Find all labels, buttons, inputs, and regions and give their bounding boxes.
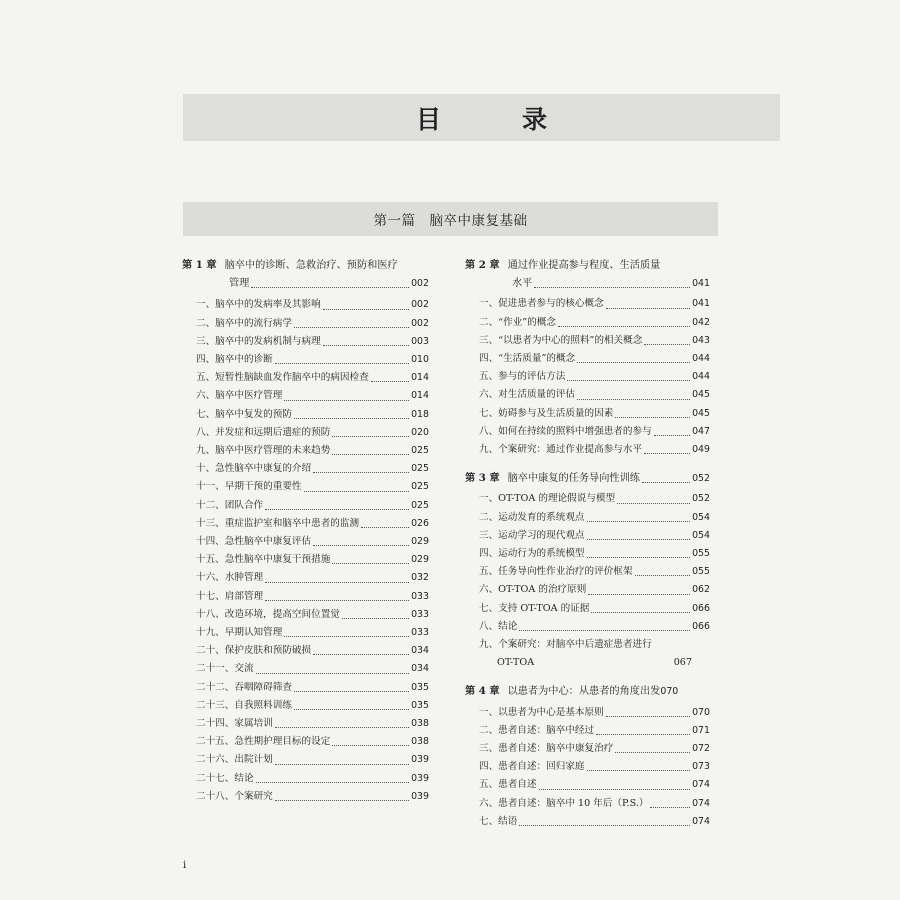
page-ref: 054: [692, 529, 710, 541]
page-ref: 038: [411, 718, 429, 730]
leader-dots: [275, 800, 409, 801]
entry-title: 六、患者自述：脑卒中 10 年后（P.S.）: [479, 797, 649, 809]
leader-dots: [519, 630, 690, 631]
page-ref: 020: [411, 426, 429, 438]
page-ref: 052: [692, 473, 710, 485]
page-ref: 052: [692, 493, 710, 505]
leader-dots: [275, 727, 409, 728]
leader-dots: [313, 472, 409, 473]
leader-dots: [591, 612, 690, 613]
toc-entry: [182, 569, 429, 587]
page-ref: 041: [692, 298, 710, 310]
page-number: i: [183, 860, 187, 871]
toc-entry: [182, 478, 429, 496]
toc-entry: [182, 387, 429, 405]
leader-dots: [617, 503, 690, 504]
toc-entry: [465, 350, 710, 368]
toc-entry: [465, 795, 710, 813]
toc-entry: [465, 332, 710, 350]
toc-entry: [182, 660, 429, 678]
leader-dots: [256, 782, 410, 783]
toc-entry: [182, 642, 429, 660]
toc-entry: [465, 295, 710, 313]
page-ref: 002: [411, 299, 429, 311]
entry-title: 二十四、家属培训: [196, 718, 273, 730]
entry-title: 一、OT-TOA 的理论假说与模型: [479, 493, 616, 505]
toc-entry: [182, 606, 429, 624]
entry-title: 二、“作业”的概念: [479, 316, 556, 328]
entry-title: 十一、早期干预的重要性: [196, 481, 302, 493]
toc-entry: [182, 788, 429, 806]
page-ref: 039: [411, 772, 429, 784]
leader-dots: [519, 825, 690, 826]
toc-entry: [182, 679, 429, 697]
page-ref: 070: [692, 706, 710, 718]
entry-title: 六、对生活质量的评估: [479, 389, 575, 401]
leader-dots: [371, 381, 409, 382]
chapter-2-heading: [465, 256, 710, 293]
toc-entry: [182, 533, 429, 551]
leader-dots: [615, 417, 690, 418]
leader-dots: [284, 400, 409, 401]
toc-entry: [182, 715, 429, 733]
entry-title: 二十七、结论: [196, 772, 254, 784]
entry-title: 二、患者自述：脑卒中经过: [479, 724, 595, 736]
toc-entry: [465, 405, 710, 423]
toc-entry: [182, 406, 429, 424]
toc-entry: [465, 490, 710, 508]
leader-dots: [587, 557, 691, 558]
chapter-3-heading: [465, 469, 710, 488]
leader-dots: [304, 491, 410, 492]
chapter-title: 通过作业提高参与程度、生活质量: [507, 260, 661, 271]
toc-entry: [465, 758, 710, 776]
leader-dots: [313, 654, 409, 655]
toc-entry: [182, 315, 429, 333]
entry-title: 十二、团队合作: [196, 499, 264, 511]
leader-dots: [323, 309, 409, 310]
page-ref: 043: [692, 334, 710, 346]
leader-dots: [587, 521, 691, 522]
page-ref: 014: [411, 390, 429, 402]
chapter-title: 脑卒中康复的任务导向性训练: [507, 473, 640, 485]
toc-entry: [465, 704, 710, 722]
entry-title: 五、参与的评估方法: [479, 371, 566, 383]
leader-dots: [567, 380, 690, 381]
page-ref: 002: [411, 317, 429, 329]
leader-dots: [650, 807, 690, 808]
page-ref: 002: [411, 278, 429, 290]
page-ref: 014: [411, 372, 429, 384]
leader-dots: [251, 287, 409, 288]
toc-entry: [182, 770, 429, 788]
entry-title: 四、运动行为的系统模型: [479, 548, 585, 560]
entry-title: 三、“以患者为中心的照料”的相关概念: [479, 334, 643, 346]
leader-dots: [294, 418, 409, 419]
page-ref: 055: [692, 566, 710, 578]
leader-dots: [635, 575, 691, 576]
toc-entry: [465, 527, 710, 545]
page-ref: 018: [411, 408, 429, 420]
page-ref: 045: [692, 389, 710, 401]
leader-dots: [577, 399, 690, 400]
entry-title: 七、支持 OT-TOA 的证据: [479, 602, 590, 614]
entry-title: 二、运动发育的系统观点: [479, 511, 585, 523]
entry-title: 四、脑卒中的诊断: [196, 354, 273, 366]
leader-dots: [284, 636, 409, 637]
page-ref: 042: [692, 316, 710, 328]
entry-title: 十九、早期认知管理: [196, 627, 283, 639]
entry-title: 九、个案研究：对脑卒中后遗症患者进行: [479, 639, 652, 651]
toc-entry: [182, 751, 429, 769]
page-ref: 029: [411, 554, 429, 566]
toc-entry: [465, 368, 710, 386]
page-ref: 055: [692, 548, 710, 560]
entry-title: 三、患者自述：脑卒中康复治疗: [479, 743, 614, 755]
toc-entry: [465, 563, 710, 581]
leader-dots: [265, 582, 409, 583]
page-ref: 071: [692, 724, 710, 736]
page-ref: 034: [411, 645, 429, 657]
toc-entry: [465, 386, 710, 404]
entry-title: 八、如何在持续的照料中增强患者的参与: [479, 425, 652, 437]
leader-dots: [587, 539, 691, 540]
page-ref: 025: [411, 445, 429, 457]
page-ref: 073: [692, 761, 710, 773]
toc-entry: [182, 333, 429, 351]
page-ref: 025: [411, 499, 429, 511]
toc-entry: [182, 551, 429, 569]
leader-dots: [323, 345, 409, 346]
toc-entry: [182, 624, 429, 642]
chapter-title-cont: 水平: [512, 278, 533, 290]
leader-dots: [342, 618, 409, 619]
entry-title: 十三、重症监护室和脑卒中患者的监测: [196, 517, 360, 529]
leader-dots: [606, 308, 690, 309]
leader-dots: [332, 436, 409, 437]
page-ref: 070: [660, 686, 679, 698]
chapter-title: 以患者为中心：从患者的角度出发: [507, 686, 661, 698]
page-ref: 038: [411, 736, 429, 748]
toc-entry: [182, 697, 429, 715]
entry-title: 五、患者自述: [479, 779, 537, 791]
leader-dots: [596, 734, 690, 735]
page-ref: 054: [692, 511, 710, 523]
toc-entry-cont: [465, 654, 710, 672]
page-ref: 044: [692, 353, 710, 365]
leader-dots: [642, 482, 690, 483]
leader-dots: [588, 594, 690, 595]
leader-dots: [644, 344, 690, 345]
toc-entry: [465, 545, 710, 563]
page-ref: 025: [411, 463, 429, 475]
page-ref: 035: [411, 699, 429, 711]
entry-title: 八、并发症和远期后遗症的预防: [196, 426, 331, 438]
toc-entry: [182, 497, 429, 515]
page-ref: 041: [692, 278, 710, 290]
entry-title: 十四、急性脑卒中康复评估: [196, 536, 312, 548]
toc-entry: [182, 424, 429, 442]
page-ref: 062: [692, 584, 710, 596]
chapter-1-heading: [182, 256, 429, 293]
entry-title: 二十六、出院计划: [196, 754, 273, 766]
entry-title: 一、促进患者参与的核心概念: [479, 298, 604, 310]
toc-entry: [182, 369, 429, 387]
toc-right-column: [465, 256, 710, 831]
chapter-number: 第 3 章: [465, 472, 500, 485]
toc-entry: [465, 740, 710, 758]
page-ref: 074: [692, 797, 710, 809]
entry-title: 五、任务导向性作业治疗的评价框架: [479, 566, 633, 578]
leader-dots: [558, 326, 690, 327]
chapter-number: 第 4 章: [465, 685, 500, 698]
toc-entry: [465, 423, 710, 441]
page-ref: 039: [411, 754, 429, 766]
entry-title: 二、脑卒中的流行病学: [196, 317, 292, 329]
toc-entry: [465, 776, 710, 794]
leader-dots: [265, 509, 409, 510]
leader-dots: [294, 709, 409, 710]
page-ref: 049: [692, 444, 710, 456]
page-ref: 033: [411, 627, 429, 639]
toc-left-column: [182, 256, 429, 806]
toc-entry: [182, 733, 429, 751]
toc-title: 目 录: [415, 104, 575, 134]
leader-dots: [644, 453, 690, 454]
chapter-number: 第 1 章: [182, 259, 217, 271]
entry-title: 三、脑卒中的发病机制与病理: [196, 335, 321, 347]
page-ref: 066: [692, 620, 710, 632]
chapter-title: 脑卒中的诊断、急救治疗、预防和医疗: [224, 260, 398, 271]
page-ref: 033: [411, 590, 429, 602]
entry-title: 三、运动学习的现代观点: [479, 529, 585, 541]
chapter-number: 第 2 章: [465, 259, 500, 271]
page-ref: 072: [692, 743, 710, 755]
leader-dots: [332, 454, 409, 455]
toc-entry: [465, 581, 710, 599]
entry-title-cont: OT-TOA: [497, 657, 535, 669]
leader-dots: [539, 789, 691, 790]
page-ref: 039: [411, 790, 429, 802]
toc-entry: [182, 588, 429, 606]
toc-entry: [465, 722, 710, 740]
entry-title: 二十五、急性期护理目标的设定: [196, 736, 331, 748]
page-ref: 033: [411, 608, 429, 620]
page-ref: 047: [692, 425, 710, 437]
leader-dots: [654, 435, 690, 436]
page-ref: 067: [673, 657, 692, 669]
page-ref: 003: [411, 335, 429, 347]
toc-entry: [465, 636, 710, 654]
entry-title: 二十、保护皮肤和预防破损: [196, 645, 312, 657]
page-ref: 032: [411, 572, 429, 584]
leader-dots: [606, 716, 690, 717]
entry-title: 十、急性脑卒中康复的介绍: [196, 463, 312, 475]
page-ref: 010: [411, 354, 429, 366]
entry-title: 六、OT-TOA 的治疗原则: [479, 584, 587, 596]
toc-entry: [182, 515, 429, 533]
entry-title: 二十一、交流: [196, 663, 254, 675]
entry-title: 二十二、吞咽障碍筛查: [196, 681, 292, 693]
entry-title: 十八、改造环境，提高空间位置觉: [196, 608, 340, 620]
toc-entry: [182, 460, 429, 478]
leader-dots: [332, 745, 409, 746]
page-ref: 035: [411, 681, 429, 693]
leader-dots: [615, 752, 690, 753]
toc-entry: [465, 314, 710, 332]
entry-title: 九、脑卒中医疗管理的未来趋势: [196, 445, 331, 457]
entry-title: 二十三、自我照料训练: [196, 699, 292, 711]
leader-dots: [361, 527, 409, 528]
part-heading: 第一篇 脑卒中康复基础: [373, 213, 528, 229]
entry-title: 二十八、个案研究: [196, 790, 273, 802]
chapter-title-cont: 管理: [229, 278, 250, 290]
toc-entry: [182, 442, 429, 460]
entry-title: 十七、肩部管理: [196, 590, 264, 602]
leader-dots: [332, 563, 409, 564]
page-ref: 029: [411, 536, 429, 548]
leader-dots: [294, 691, 409, 692]
toc-entry: [465, 813, 710, 831]
entry-title: 一、以患者为中心是基本原则: [479, 706, 604, 718]
toc-entry: [182, 351, 429, 369]
leader-dots: [256, 673, 410, 674]
entry-title: 八、结论: [479, 620, 518, 632]
entry-title: 四、“生活质量”的概念: [479, 353, 576, 365]
page-ref: 045: [692, 407, 710, 419]
toc-title-band: [183, 94, 780, 141]
page-ref: 066: [692, 602, 710, 614]
toc-entry: [465, 618, 710, 636]
page-ref: 026: [411, 517, 429, 529]
entry-title: 七、妨碍参与及生活质量的因素: [479, 407, 614, 419]
entry-title: 九、个案研究：通过作业提高参与水平: [479, 444, 643, 456]
toc-entry: [465, 441, 710, 459]
page-ref: 074: [692, 779, 710, 791]
entry-title: 七、结语: [479, 815, 518, 827]
leader-dots: [534, 287, 690, 288]
chapter-4-heading: [465, 682, 710, 701]
entry-title: 五、短暂性脑缺血发作脑卒中的病因检查: [196, 372, 369, 384]
toc-entry: [182, 296, 429, 314]
entry-title: 十六、水肿管理: [196, 572, 264, 584]
leader-dots: [587, 770, 691, 771]
leader-dots: [577, 362, 690, 363]
leader-dots: [275, 363, 409, 364]
toc-entry: [465, 600, 710, 618]
toc-entry: [465, 509, 710, 527]
page-ref: 074: [692, 815, 710, 827]
part-heading-band: [183, 202, 718, 236]
entry-title: 十五、急性脑卒中康复干预措施: [196, 554, 331, 566]
entry-title: 一、脑卒中的发病率及其影响: [196, 299, 321, 311]
entry-title: 六、脑卒中医疗管理: [196, 390, 283, 402]
leader-dots: [313, 545, 409, 546]
leader-dots: [294, 327, 409, 328]
entry-title: 七、脑卒中复发的预防: [196, 408, 292, 420]
leader-dots: [275, 764, 409, 765]
entry-title: 四、患者自述：回归家庭: [479, 761, 585, 773]
leader-dots: [265, 600, 409, 601]
page-ref: 025: [411, 481, 429, 493]
page-ref: 034: [411, 663, 429, 675]
page-ref: 044: [692, 371, 710, 383]
